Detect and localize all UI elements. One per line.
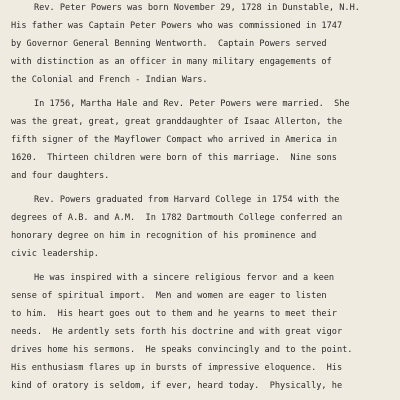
text-line-2: His father was Captain Peter Powers who was commissioned in 1747	[11, 21, 343, 31]
text-line-14: civic leadership.	[11, 249, 99, 259]
text-line-18: needs. He ardently sets forth his doctrine and with great vigor	[11, 327, 343, 337]
text-line-3: by Governor General Benning Wentworth. Captain Powers served	[11, 39, 327, 49]
text-line-6: In 1756, Martha Hale and Rev. Peter Powers were married. She	[34, 99, 350, 109]
text-line-5: the Colonial and French - Indian Wars.	[11, 75, 208, 85]
text-line-17: to him. His heart goes out to them and he yearns to meet their	[11, 309, 337, 319]
text-line-20: His enthusiasm flares up in bursts of impressive eloquence. His	[11, 363, 343, 373]
text-line-10: and four daughters.	[11, 171, 110, 181]
text-line-19: drives home his sermons. He speaks convincingly and to the point.	[11, 345, 353, 355]
text-line-15: He was inspired with a sincere religious fervor and a keen	[34, 273, 335, 283]
text-line-8: fifth signer of the Mayflower Compact who arrived in America in	[11, 135, 337, 145]
text-line-21: kind of oratory is seldom, if ever, heard today. Physically, he	[11, 381, 343, 391]
text-line-12: degrees of A.B. and A.M. In 1782 Dartmouth College conferred an	[11, 213, 343, 223]
text-line-1: Rev. Peter Powers was born November 29, 1728 in Dunstable, N.H.	[34, 3, 360, 13]
text-line-13: honorary degree on him in recognition of his prominence and	[11, 231, 317, 241]
text-line-16: sense of spiritual import. Men and women are eager to listen	[11, 291, 327, 301]
text-line-9: 1620. Thirteen children were born of this marriage. Nine sons	[11, 153, 337, 163]
text-line-7: was the great, great, great granddaughter of Isaac Allerton, the	[11, 117, 343, 127]
text-line-11: Rev. Powers graduated from Harvard College in 1754 with the	[34, 195, 340, 205]
text-line-4: with distinction as an officer in many military engagements of	[11, 57, 332, 67]
